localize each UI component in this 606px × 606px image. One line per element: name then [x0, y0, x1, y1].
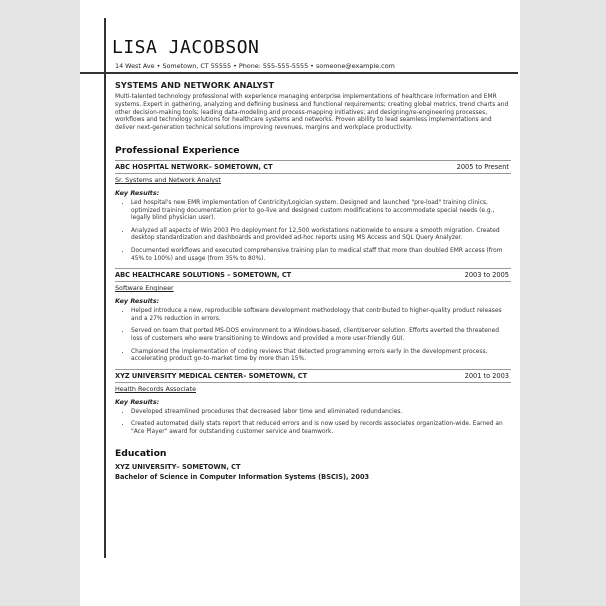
job-dates: 2005 to Present: [456, 162, 509, 171]
job-entry: [115, 160, 511, 263]
job-dates: 2001 to 2003: [464, 371, 509, 380]
job-title: Health Records Associate: [115, 384, 197, 393]
experience-heading: Professional Experience: [115, 144, 240, 156]
job-title: Sr. Systems and Network Analyst: [115, 175, 221, 184]
summary-title: SYSTEMS AND NETWORK ANALYST: [115, 80, 275, 90]
key-results-label: Key Results:: [115, 397, 160, 406]
result-item: • Developed streamlined procedures that decreased labor time and eliminated redundancies.: [131, 409, 511, 417]
job-entry: [115, 369, 511, 437]
horizontal-rule: [80, 72, 518, 74]
job-header: [115, 369, 511, 383]
job-title: Software Engineer: [115, 284, 174, 293]
results-list: [115, 409, 511, 437]
vertical-rule: [104, 18, 106, 558]
job-company: XYZ UNIVERSITY MEDICAL CENTER– SOMETOWN, CT: [115, 371, 308, 380]
result-item: • Documented workflows and executed comprehensive training plan to medical staff that more than doubled EMR access (from 45% to 100%) and usage (from 35% to 80%).: [131, 248, 511, 263]
summary-text: Multi-talented technology professional with experience managing enterprise implementations of healthcare information and EMR systems. Expert in gathering, analyzing and defining business and functional requirements; creating global metrics, trend charts and other decision-making tools; leading data-modeling and process-mapping initiatives; and designing/re-engineering processes, workflows and technology solutions for healthcare systems and networks. Proven ability to lead seamless implementations and deliver next-generation technical solutions improving revenues, margins and workplace productivity.: [115, 94, 509, 132]
resume-name: LISA JACOBSON: [112, 37, 260, 58]
result-item: • Analyzed all aspects of Win 2003 Pro deployment for 12,500 workstations nationwide to ensure a smooth migration. Created desktop standardization and dashboards and provided ad-hoc reports using MS Access and SQL Query Analyzer.: [131, 228, 511, 243]
job-header: [115, 160, 511, 174]
job-company: ABC HEALTHCARE SOLUTIONS – SOMETOWN, CT: [115, 271, 292, 280]
resume-content: [115, 80, 511, 481]
result-item: • Championed the implementation of coding reviews that detected programming errors early in the development process, accelerating product go-to-market time by more than 15%.: [131, 349, 511, 364]
results-list: [115, 200, 511, 263]
job-company: ABC HOSPITAL NETWORK– SOMETOWN, CT: [115, 162, 273, 171]
education-heading: Education: [115, 448, 167, 460]
job-entry: [115, 268, 511, 364]
result-item: • Created automated daily stats report that reduced errors and is now used by records associates organization-wide. Earned an "Ace Player" award for outstanding customer service and teamwork.: [131, 421, 511, 436]
contact-line: 14 West Ave • Sometown, CT 55555 • Phone: 555-555-5555 • someone@example.com: [115, 62, 395, 70]
key-results-label: Key Results:: [115, 297, 160, 306]
job-header: [115, 268, 511, 282]
result-item: • Helped introduce a new, reproducible software development methodology that contributed to higher-quality product releases and a 27% reduction in errors.: [131, 308, 511, 323]
result-item: • Served on team that ported MS-DOS environment to a Windows-based, client/server solution. Efforts averted the threatened loss of customers who were transitioning to Windows and provided a more user-friendly GUI.: [131, 328, 511, 343]
key-results-label: Key Results:: [115, 188, 160, 197]
result-item: • Led hospital's new EMR implementation of Centricity/Logician system. Designed and launched "pre-load" training clinics, optimized training documentation prior to go-live and designed custom modifications to accommodate special needs (e.g., legally blind physician user).: [131, 200, 511, 223]
education-school: XYZ UNIVERSITY– SOMETOWN, CT: [115, 463, 241, 472]
job-dates: 2003 to 2005: [464, 271, 509, 280]
results-list: [115, 308, 511, 364]
education-degree: Bachelor of Science in Computer Information Systems (BSCIS), 2003: [115, 473, 370, 482]
